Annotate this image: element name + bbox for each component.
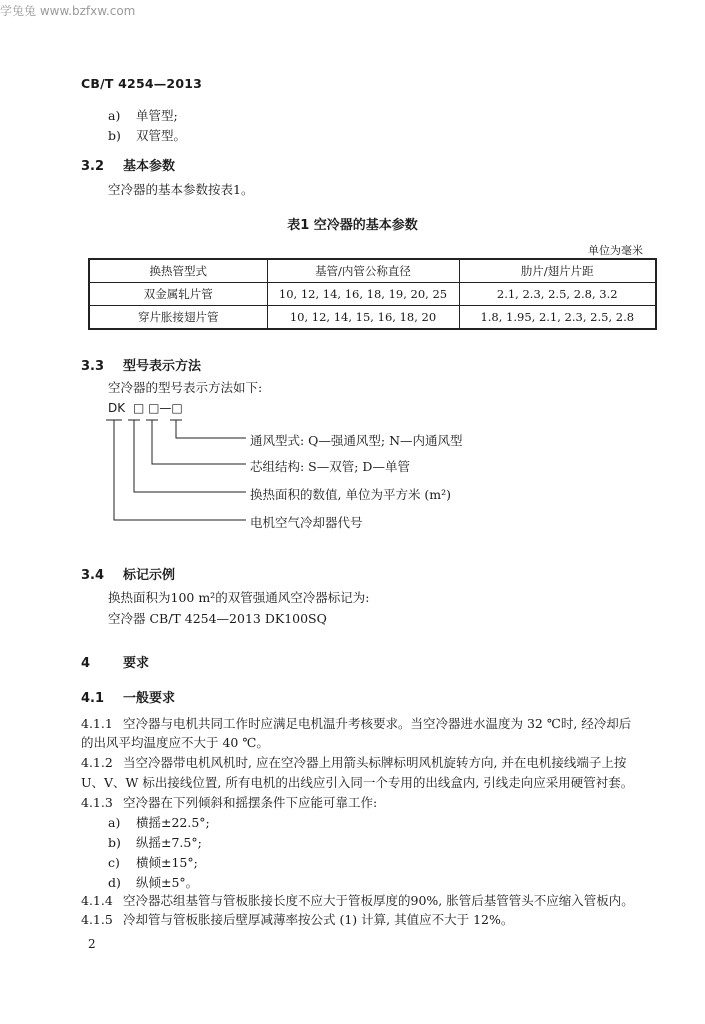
table-caption: 表1 空冷器的基本参数 <box>287 218 418 233</box>
table-header-cell: 肋片/翅片片距 <box>459 259 656 283</box>
list-marker: b) <box>108 835 121 850</box>
section-heading-3-3 <box>81 355 201 374</box>
section-number: 4.1 <box>81 691 105 706</box>
list-marker: d) <box>108 875 121 890</box>
paragraph: 换热面积为100 m²的双管强通风空冷器标记为: <box>108 590 370 605</box>
clause-number: 4.1.2 <box>81 755 113 770</box>
clause-4-1-5 <box>81 912 513 928</box>
list-marker: a) <box>108 108 121 123</box>
list-item <box>108 855 198 871</box>
clause-text: 空冷器芯组基管与管板胀接长度不应大于管板厚度的90%, 胀管后基管管头不应缩入管板内。 <box>123 893 634 908</box>
clause-text: 冷却管与管板胀接后壁厚减薄率按公式 (1) 计算, 其值应不大于 12%。 <box>123 912 514 927</box>
section-heading-3-4 <box>81 564 175 583</box>
section-heading-4 <box>81 652 149 671</box>
list-item <box>108 835 202 851</box>
table-header-cell: 换热管型式 <box>89 259 267 283</box>
table-header-row <box>89 259 656 283</box>
section-number: 3.3 <box>81 359 105 374</box>
clause-4-1-4 <box>81 893 634 909</box>
clause-number: 4.1.5 <box>81 912 113 927</box>
table-cell: 2.1, 2.3, 2.5, 2.8, 3.2 <box>459 283 656 306</box>
table-cell: 10, 12, 14, 15, 16, 18, 20 <box>267 306 459 330</box>
model-code-diagram <box>96 398 256 538</box>
list-marker: b) <box>108 128 121 143</box>
code-label: 通风型式: Q—强通风型; N—内通风型 <box>250 433 463 448</box>
clause-4-1-1 <box>81 716 631 732</box>
paragraph: 空冷器的基本参数按表1。 <box>108 182 254 197</box>
paragraph: 的出风平均温度应不大于 40 ℃。 <box>81 735 269 750</box>
section-number: 4 <box>81 656 91 671</box>
clause-4-1-2 <box>81 755 626 771</box>
table-row <box>89 283 656 306</box>
table-cell: 双金属轧片管 <box>89 283 267 306</box>
section-title: 基本参数 <box>123 159 176 174</box>
leader-line <box>152 420 246 464</box>
table-row <box>89 306 656 330</box>
section-title: 型号表示方法 <box>123 359 202 374</box>
table-cell: 穿片胀接翅片管 <box>89 306 267 330</box>
code-label: 芯组结构: S—双管; D—单管 <box>250 459 410 474</box>
section-title: 标记示例 <box>123 568 176 583</box>
leader-line <box>176 420 246 438</box>
section-title: 一般要求 <box>123 691 176 706</box>
paragraph: U、V、W 标出接线位置, 所有电机的出线应引入同一个专用的出线盒内, 引线走向应采用硬管衬套。 <box>81 775 634 790</box>
section-heading-3-2 <box>81 155 175 174</box>
model-code-prefix: DK <box>108 401 126 415</box>
list-item <box>108 875 198 891</box>
page-number: 2 <box>88 937 96 951</box>
clause-number: 4.1.4 <box>81 893 113 908</box>
leader-line <box>134 420 246 492</box>
clause-number: 4.1.3 <box>81 795 113 810</box>
list-text: 单管型; <box>136 108 178 123</box>
code-label: 换热面积的数值, 单位为平方米 (m²) <box>250 487 452 502</box>
table-header-cell: 基管/内管公称直径 <box>267 259 459 283</box>
model-code-boxes: □ □—□ <box>132 401 183 415</box>
list-marker: c) <box>108 855 120 870</box>
section-number: 3.4 <box>81 568 105 583</box>
section-title: 要求 <box>123 656 150 671</box>
code-label: 电机空气冷却器代号 <box>250 515 363 530</box>
list-text: 横倾±15°; <box>136 855 198 870</box>
section-heading-4-1 <box>81 687 175 706</box>
list-text: 双管型。 <box>136 128 187 143</box>
clause-4-1-3 <box>81 795 377 811</box>
list-text: 纵摇±7.5°; <box>136 835 202 850</box>
clause-text: 空冷器在下列倾斜和摇摆条件下应能可靠工作: <box>123 795 378 810</box>
clause-text: 当空冷器带电机风机时, 应在空冷器上用箭头标牌标明风机旋转方向, 并在电机接线端子上按 <box>123 755 627 770</box>
section-number: 3.2 <box>81 159 105 174</box>
paragraph: 空冷器的型号表示方法如下: <box>108 380 263 395</box>
list-text: 纵倾±5°。 <box>136 875 199 890</box>
list-item <box>108 815 210 831</box>
paragraph: 空冷器 CB/T 4254—2013 DK100SQ <box>108 611 327 626</box>
list-marker: a) <box>108 815 121 830</box>
list-item <box>108 108 178 124</box>
list-text: 横摇±22.5°; <box>136 815 210 830</box>
standard-header: CB/T 4254—2013 <box>81 76 203 91</box>
watermark: 学兔兔 www.bzfxw.com <box>0 4 136 18</box>
table-cell: 10, 12, 14, 16, 18, 19, 20, 25 <box>267 283 459 306</box>
table-cell: 1.8, 1.95, 2.1, 2.3, 2.5, 2.8 <box>459 306 656 330</box>
table-unit: 单位为毫米 <box>588 244 643 257</box>
clause-text: 空冷器与电机共同工作时应满足电机温升考核要求。当空冷器进水温度为 32 ℃时, 经冷却后 <box>123 716 632 731</box>
list-item <box>108 128 186 144</box>
clause-number: 4.1.1 <box>81 716 113 731</box>
parameter-table <box>88 258 657 330</box>
